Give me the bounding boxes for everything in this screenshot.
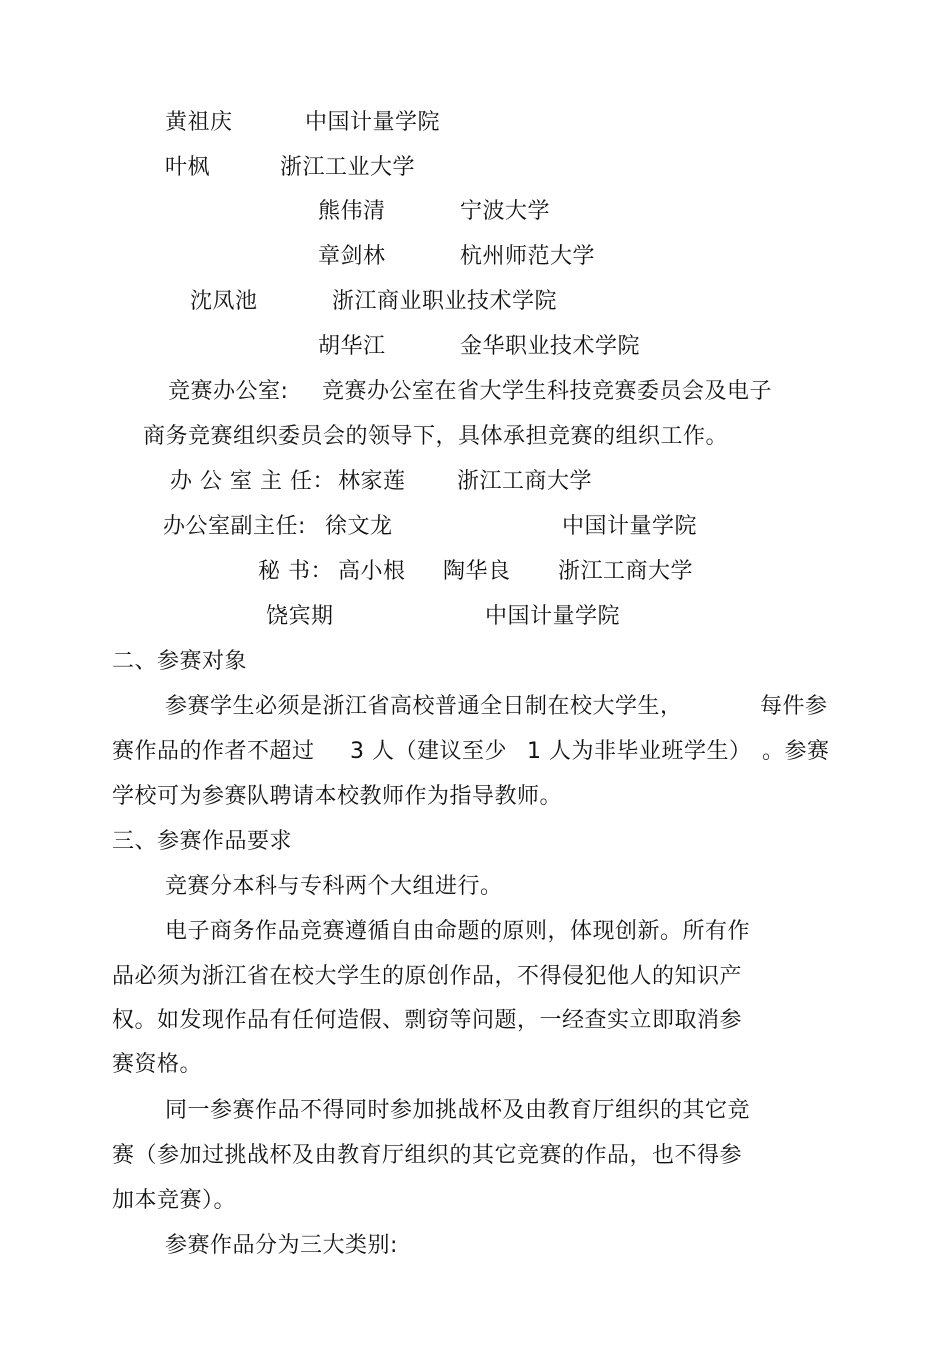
paragraph-line: 赛作品的作者不超过 [112, 739, 315, 764]
committee-member-org: 浙江商业职业技术学院 [332, 289, 558, 314]
committee-member-name: 叶枫 [165, 155, 211, 180]
committee-member-name: 章剑林 [318, 244, 386, 269]
committee-member-name: 黄祖庆 [165, 110, 233, 135]
paragraph-line: 参赛作品分为三大类别: [165, 1233, 398, 1258]
office-deputy-label: 办公室副主任: [163, 514, 306, 539]
paragraph-line: 同一参赛作品不得同时参加挑战杯及由教育厅组织的其它竞 [165, 1098, 751, 1123]
section-heading: 三、参赛作品要求 [112, 829, 293, 854]
paragraph-line: 品必须为浙江省在校大学生的原创作品，不得侵犯他人的知识产 [112, 964, 743, 989]
committee-member-org: 杭州师范大学 [460, 244, 596, 269]
committee-member-org: 浙江工业大学 [280, 155, 416, 180]
office-description-line: 商务竞赛组织委员会的领导下，具体承担竞赛的组织工作。 [143, 424, 729, 449]
office-secretary-org: 中国计量学院 [485, 604, 621, 629]
office-director-org: 浙江工商大学 [457, 469, 593, 494]
paragraph-line: 学校可为参赛队聘请本校教师作为指导教师。 [112, 784, 563, 809]
paragraph-line: 3 人（建议至少 [350, 739, 507, 764]
paragraph-line: 电子商务作品竞赛遵循自由命题的原则，体现创新。所有作 [165, 919, 751, 944]
office-secretary-name: 饶宾期 [266, 604, 334, 629]
paragraph-line: 。参赛 [762, 739, 830, 764]
committee-member-org: 宁波大学 [460, 199, 551, 224]
office-secretary-name: 高小根 [338, 559, 406, 584]
office-director-name: 林家莲 [338, 469, 406, 494]
office-director-label: 办 公 室 主 任： [170, 469, 335, 494]
paragraph-line: 加本竞赛）。 [112, 1188, 237, 1213]
office-description-line: 竞赛办公室在省大学生科技竞赛委员会及电子 [322, 379, 773, 404]
paragraph-line: 参赛学生必须是浙江省高校普通全日制在校大学生， [165, 694, 683, 719]
office-deputy-org: 中国计量学院 [562, 514, 698, 539]
office-secretary-org: 浙江工商大学 [558, 559, 694, 584]
office-deputy-name: 徐文龙 [325, 514, 393, 539]
paragraph-line: 权。如发现作品有任何造假、剽窃等问题，一经查实立即取消参 [112, 1008, 743, 1033]
office-secretary-label: 秘 书： [258, 559, 333, 584]
committee-member-name: 熊伟清 [318, 199, 386, 224]
committee-member-org: 金华职业技术学院 [460, 334, 641, 359]
office-label: 竞赛办公室: [168, 379, 289, 404]
committee-member-name: 胡华江 [318, 334, 386, 359]
paragraph-line: 赛（参加过挑战杯及由教育厅组织的其它竞赛的作品，也不得参 [112, 1143, 743, 1168]
paragraph-line: 赛资格。 [112, 1052, 203, 1077]
paragraph-line: 每件参 [760, 694, 828, 719]
committee-member-name: 沈凤池 [190, 289, 258, 314]
paragraph-line: 竞赛分本科与专科两个大组进行。 [165, 874, 503, 899]
office-secretary-name: 陶华良 [443, 559, 511, 584]
section-heading: 二、参赛对象 [112, 649, 248, 674]
committee-member-org: 中国计量学院 [305, 110, 441, 135]
paragraph-line: 1 人为非毕业班学生） [527, 739, 752, 764]
